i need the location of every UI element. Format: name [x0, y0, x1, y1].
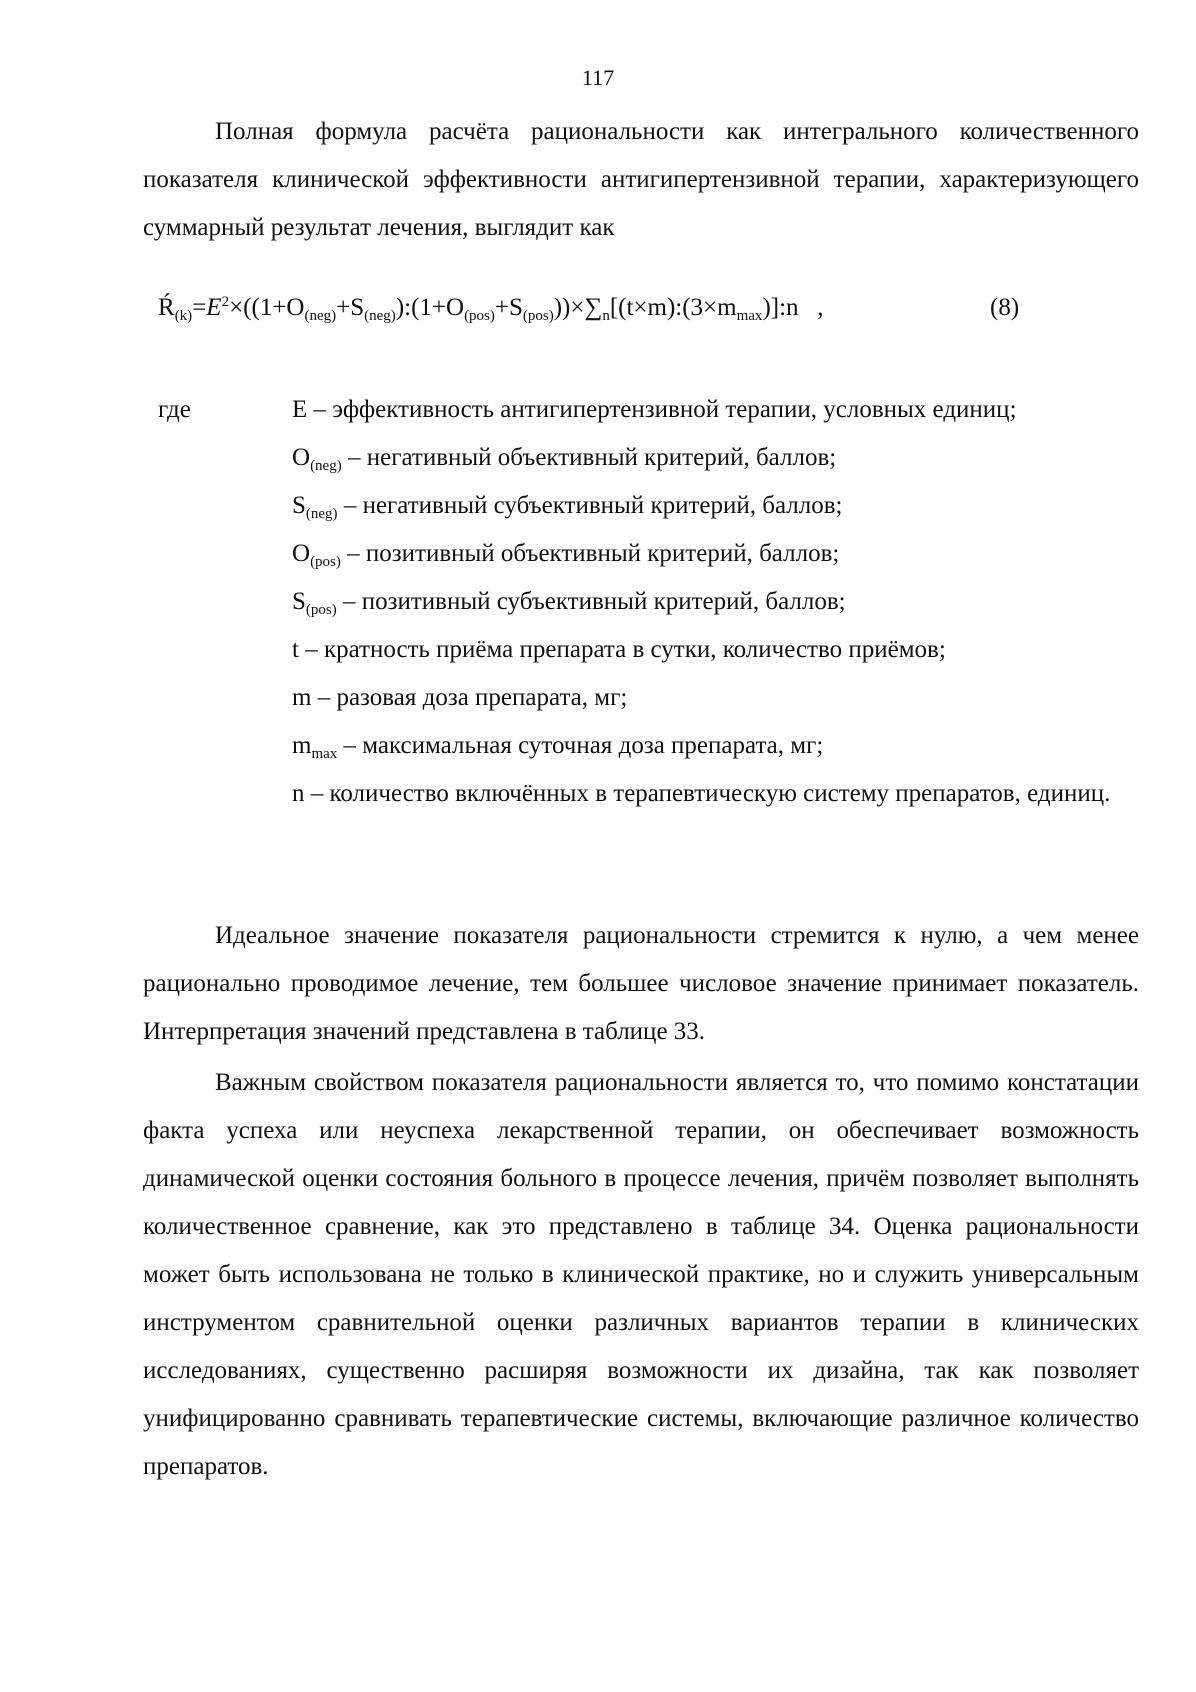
important-property-paragraph-block	[143, 1059, 1139, 1491]
formula-sum-subscript: n	[602, 308, 610, 324]
equation-number: (8)	[990, 294, 1020, 321]
ideal-value-paragraph: Идеальное значение показателя рациональности стремится к нулю, а чем менее рационально проводимое лечение, тем большее числовое значение принимает показатель. Интерпретация значений представлена в таблице 33.	[143, 922, 1139, 1045]
intro-paragraph-block	[143, 108, 1139, 252]
intro-paragraph: Полная формула расчёта рациональности как интегрального количественного показателя клинической эффективности антигипертензивной терапии, характеризующего суммарный результат лечения, выглядит как	[143, 118, 1139, 241]
formula-e-power: 2	[221, 294, 230, 310]
formula-part-2: +S	[336, 294, 365, 321]
page-number: 117	[581, 65, 615, 90]
definition-item: $O_{(pos)}$ – позитивный объективный критерий, баллов;	[292, 540, 840, 570]
formula-lhs: Ŕ	[158, 294, 175, 321]
definition-item: m – разовая доза препарата, мг;	[292, 684, 628, 711]
formula-part-1: ×((1+O	[229, 294, 305, 321]
definition-item: E – эффективность антигипертензивной терапии, условных единиц;	[292, 396, 1017, 423]
formula-lhs-subscript: (k)	[174, 308, 193, 324]
definition-item: $O_{(neg)}$ – негативный объективный критерий, баллов;	[292, 444, 837, 474]
formula-e-symbol: E	[206, 294, 222, 321]
rationality-formula	[158, 288, 1038, 328]
ideal-value-paragraph-block	[143, 912, 1139, 1056]
formula-part-4: +S	[494, 294, 523, 321]
definition-item: $m_{max}$ – максимальная суточная доза препарата, мг;	[292, 732, 824, 762]
where-label: где	[158, 396, 191, 423]
formula-equals: =	[192, 294, 207, 321]
definition-item: $S_{(neg)}$ – негативный субъективный критерий, баллов;	[292, 492, 843, 522]
formula-sub-o-neg: (neg)	[304, 308, 337, 324]
definition-item: t – кратность приёма препарата в сутки, количество приёмов;	[292, 636, 946, 663]
formula-sub-s-pos: (pos)	[522, 308, 554, 324]
formula-sub-s-neg: (neg)	[364, 308, 396, 324]
definition-item: $S_{(pos)}$ – позитивный субъективный критерий, баллов;	[292, 588, 846, 618]
formula-sub-o-pos: (pos)	[464, 308, 495, 324]
definition-item: n – количество включённых в терапевтическую систему препаратов, единиц.	[292, 780, 1111, 807]
important-property-paragraph: Важным свойством показателя рациональности является то, что помимо констатации факта успеха или неуспеха лекарственной терапии, он обеспечивает возможность динамической оценки состояния больного в процессе лечения, причём позволяет выполнять количественное сравнение, как это представлено в таблице 34. Оценка рациональности может быть использована не только в клинической практике, но и служить универсальным инструментом сравнительной оценки различных вариантов терапии в клинических исследованиях, существенно расширяя возможности их дизайна, так как позволяет унифицированно сравнивать терапевтические системы, включающие различное количество препаратов.	[143, 1069, 1139, 1480]
formula-part-7: )]:n ,	[762, 294, 824, 321]
variable-definitions	[292, 386, 1137, 818]
formula-part-6: [(t×m):(3×m	[609, 294, 737, 321]
formula-part-5: ))×∑	[553, 294, 603, 321]
formula-part-3: ):(1+O	[395, 294, 465, 321]
formula-max-subscript: max	[736, 308, 763, 324]
